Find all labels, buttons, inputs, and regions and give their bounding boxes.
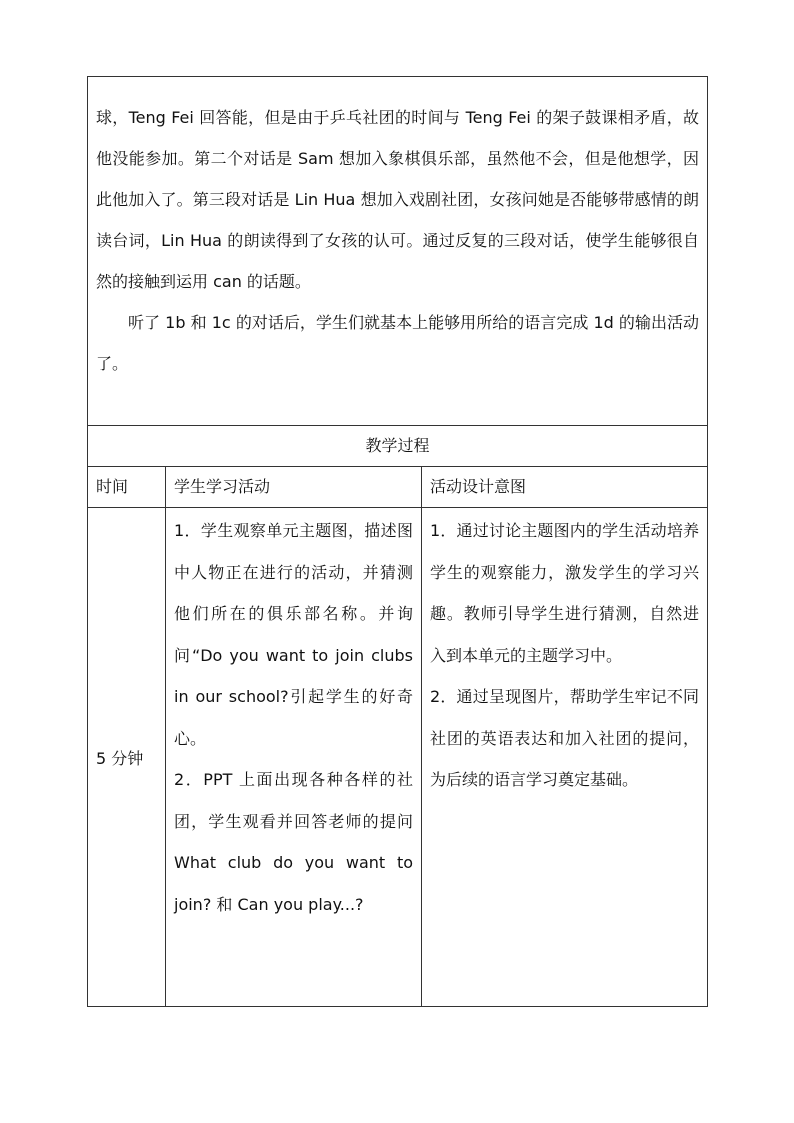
header-student-activity: 学生学习活动: [166, 467, 422, 508]
header-row: [88, 467, 708, 508]
intro-cell: [88, 77, 708, 426]
table-row: [88, 508, 708, 1007]
activity-item-1: 1．学生观察单元主题图，描述图中人物正在进行的活动，并猜测他们所在的俱乐部名称。并询问“Do you want to join clubs in our school?引起学生的好奇心。: [174, 521, 413, 748]
activity-item-2: 2．PPT 上面出现各种各样的社团，学生观看并回答老师的提问 What club do you want to join? 和 Can you play...?: [174, 770, 413, 914]
student-activity-cell: [166, 508, 422, 1007]
design-intent-cell: [422, 508, 708, 1007]
intent-item-1: 1．通过讨论主题图内的学生活动培养学生的观察能力，激发学生的学习兴趣。教师引导学生进行猜测，自然进入到本单元的主题学习中。: [430, 521, 700, 665]
header-design-intent: 活动设计意图: [422, 467, 708, 508]
lesson-plan-table: [87, 76, 708, 1007]
section-title: 教学过程: [88, 426, 708, 467]
intro-row: [88, 77, 708, 426]
intro-paragraph-2: 听了 1b 和 1c 的对话后，学生们就基本上能够用所给的语言完成 1d 的输出活动了。: [96, 313, 700, 373]
intent-item-2: 2．通过呈现图片，帮助学生牢记不同社团的英语表达和加入社团的提问，为后续的语言学习奠定基础。: [430, 687, 700, 789]
time-cell: 5 分钟: [88, 508, 166, 1007]
intro-paragraph-1: 球，Teng Fei 回答能，但是由于乒乓社团的时间与 Teng Fei 的架子鼓课相矛盾，故他没能参加。第二个对话是 Sam 想加入象棋俱乐部，虽然他不会，但是他想学，因此他加入了。第三段对话是 Lin Hua 想加入戏剧社团，女孩问她是否能够带感情的朗读台词，Lin Hua 的朗读得到了女孩的认可。通过反复的三段对话，使学生能够很自然的接触到运用 can 的话题。: [96, 108, 700, 291]
header-time: 时间: [88, 467, 166, 508]
section-title-row: [88, 426, 708, 467]
